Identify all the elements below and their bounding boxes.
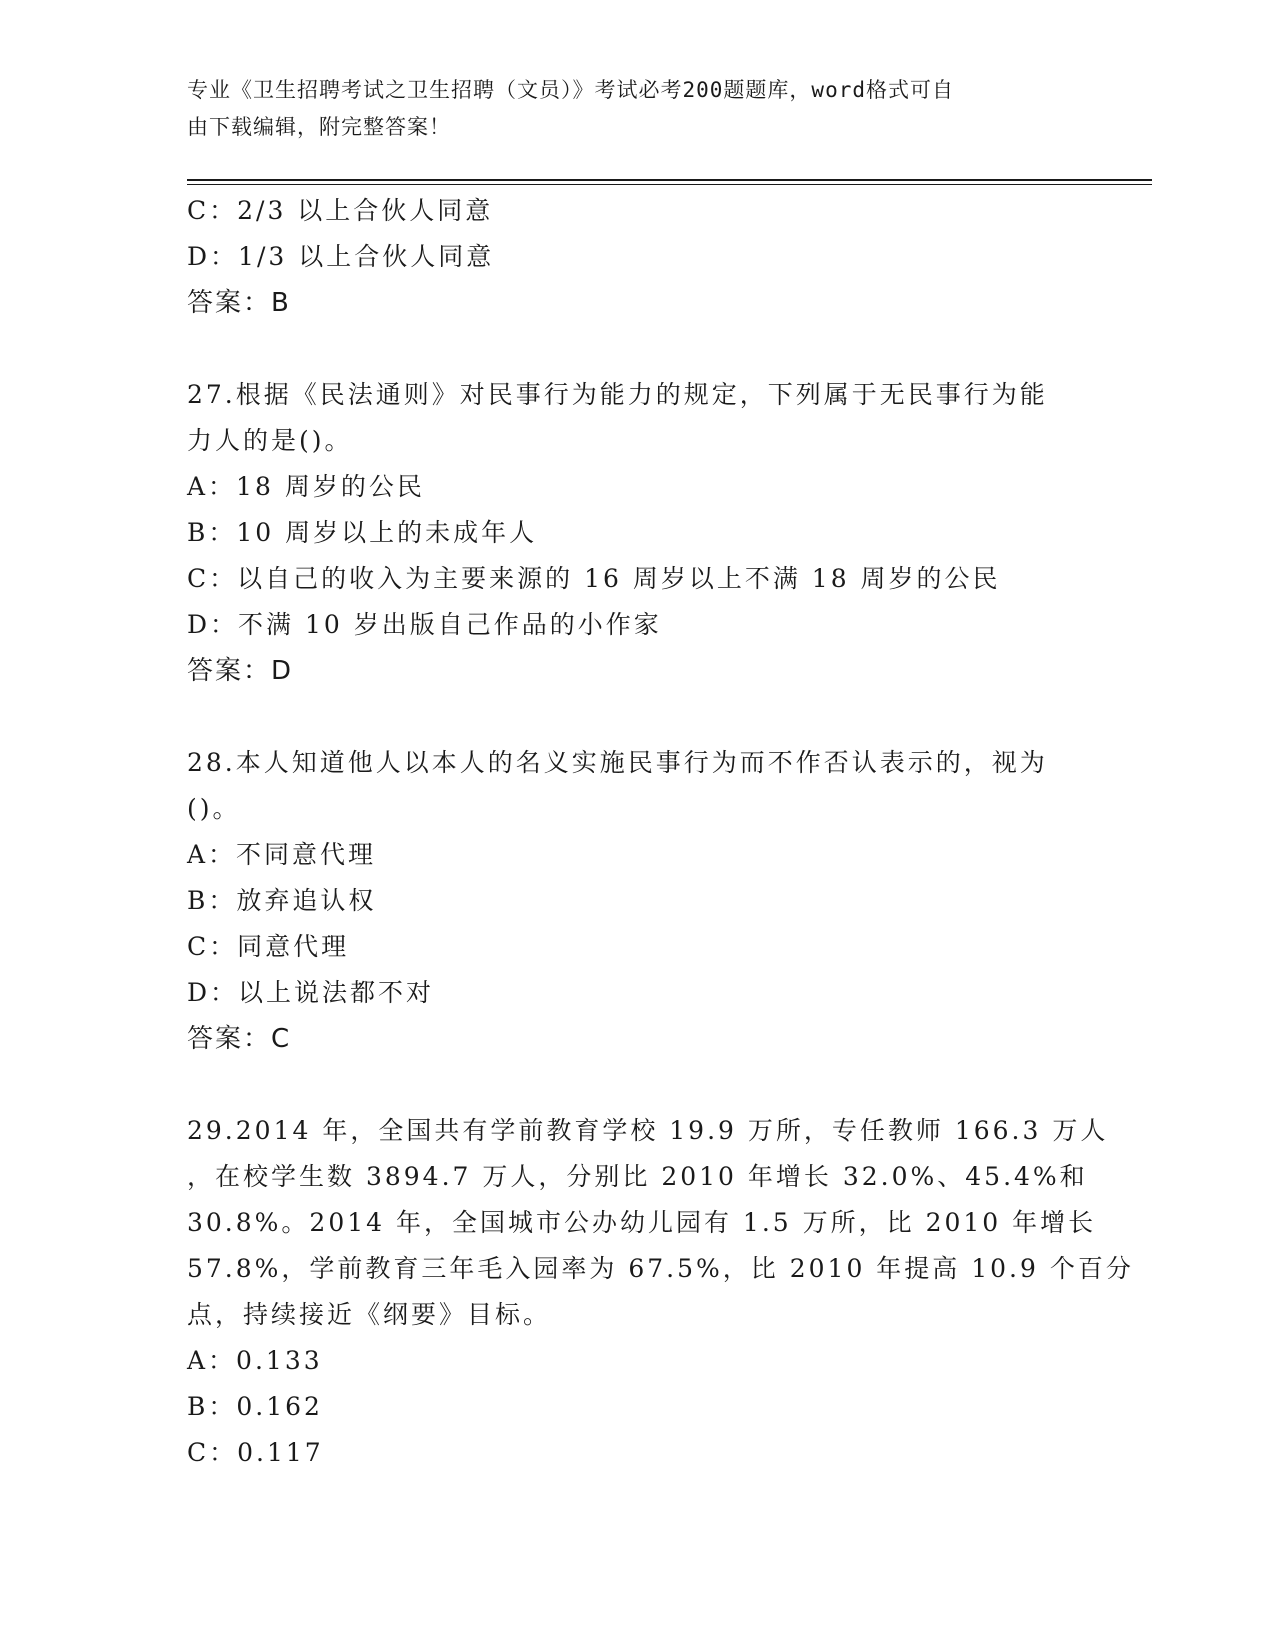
- spacer: [187, 1062, 1087, 1108]
- question-28: [187, 740, 1087, 1062]
- question-text-line: ，在校学生数 3894.7 万人，分别比 2010 年增长 32.0%、45.4%和: [187, 1162, 1088, 1191]
- answer-label: 答案：D: [187, 656, 294, 686]
- answer-label: 答案：C: [187, 1024, 292, 1054]
- question-text-line: 27.根据《民法通则》对民事行为能力的规定，下列属于无民事行为能: [187, 380, 1048, 409]
- header-divider-thick: [187, 179, 1152, 181]
- question-29: [187, 1108, 1134, 1476]
- option-c: C：2/3 以上合伙人同意: [187, 196, 494, 225]
- question-text-line: 29.2014 年，全国共有学前教育学校 19.9 万所，专任教师 166.3 万人: [187, 1116, 1109, 1145]
- question-text-line: 57.8%，学前教育三年毛入园率为 67.5%，比 2010 年提高 10.9 个百分: [187, 1254, 1134, 1283]
- option-a: A：不同意代理: [187, 840, 377, 869]
- question-text: [187, 1108, 1134, 1338]
- question-27: [187, 372, 1087, 694]
- question-text: [187, 740, 1087, 832]
- option-a: A：0.133: [187, 1346, 323, 1375]
- spacer: [187, 694, 1087, 740]
- question-text-line: 点，持续接近《纲要》目标。: [187, 1300, 552, 1329]
- question-content: [187, 188, 1134, 1476]
- option-d: D：不满 10 岁出版自己作品的小作家: [187, 610, 662, 639]
- header-line-1: 专业《卫生招聘考试之卫生招聘（文员）》考试必考200题题库，word格式可自: [187, 78, 954, 102]
- question-text-line: ()。: [187, 794, 241, 823]
- answer-label: 答案：B: [187, 288, 291, 318]
- header-line-2: 由下载编辑，附完整答案！: [187, 115, 451, 139]
- option-b: B：10 周岁以上的未成年人: [187, 518, 538, 547]
- question-text-line: 30.8%。2014 年，全国城市公办幼儿园有 1.5 万所，比 2010 年增长: [187, 1208, 1097, 1237]
- option-c: C：以自己的收入为主要来源的 16 周岁以上不满 18 周岁的公民: [187, 564, 1001, 593]
- option-c: C：同意代理: [187, 932, 350, 961]
- document-header: [187, 72, 1067, 146]
- spacer: [187, 326, 1087, 372]
- question-text-line: 力人的是()。: [187, 426, 353, 455]
- option-a: A：18 周岁的公民: [187, 472, 425, 501]
- question-text: [187, 372, 1087, 464]
- header-divider-thin: [187, 184, 1152, 185]
- option-b: B：放弃追认权: [187, 886, 377, 915]
- option-c: C：0.117: [187, 1438, 324, 1467]
- option-d: D：以上说法都不对: [187, 978, 435, 1007]
- option-d: D：1/3 以上合伙人同意: [187, 242, 495, 271]
- question-text-line: 28.本人知道他人以本人的名义实施民事行为而不作否认表示的，视为: [187, 748, 1048, 777]
- question-26-tail: [187, 188, 1087, 326]
- option-b: B：0.162: [187, 1392, 323, 1421]
